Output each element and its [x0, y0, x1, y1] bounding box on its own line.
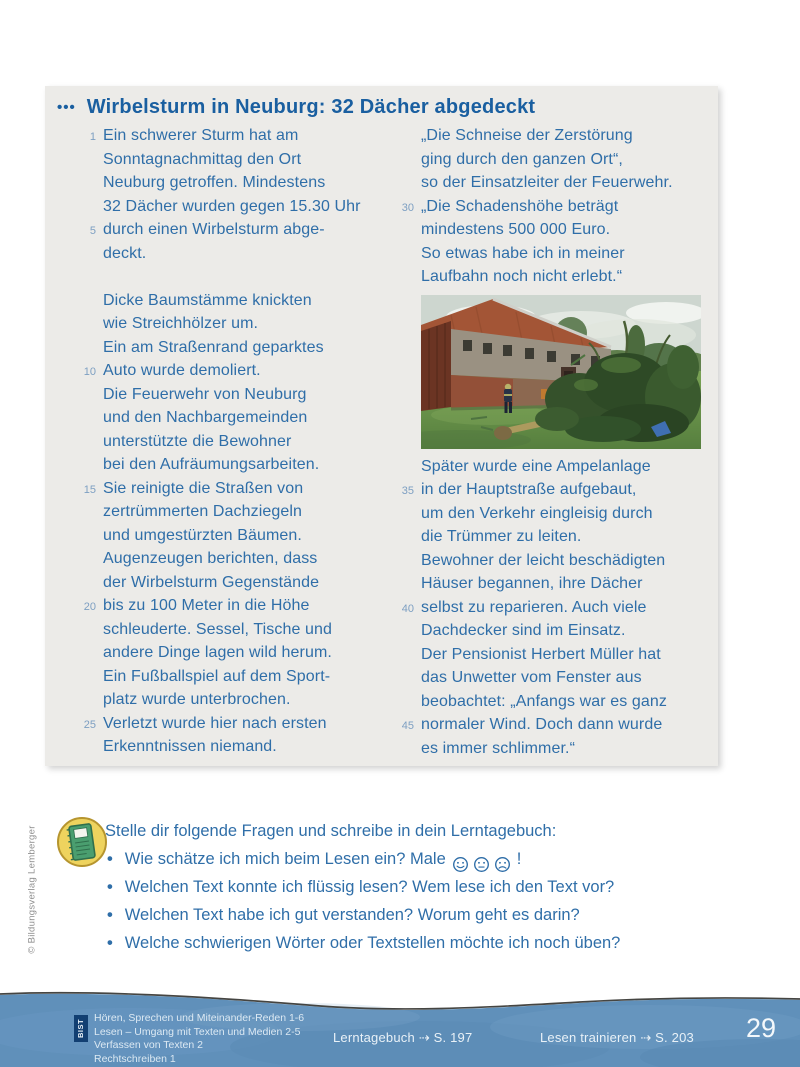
- text-line: [75, 597, 393, 621]
- standard-item: Verfassen von Texten 2: [94, 1039, 203, 1051]
- text-line: [75, 433, 393, 457]
- line-text: Neuburg getroffen. Mindestens: [103, 174, 326, 191]
- line-number: 5: [89, 225, 96, 237]
- task-bullet-item: [105, 850, 755, 878]
- task-bullet-item: [105, 934, 755, 962]
- copyright-sidebar: © Bildungsverlag Lemberger: [26, 825, 38, 954]
- task-item-text: • Welchen Text habe ich gut verstanden? Worum geht es darin?: [124, 906, 580, 924]
- reference-lerntagebuch: Lerntagebuch ⇢ S. 197: [333, 1030, 473, 1045]
- line-text: Bewohner der leicht beschädigten: [421, 551, 666, 569]
- line-text: „Die Schadenshöhe beträgt: [421, 197, 619, 215]
- line-text: so der Einsatzleiter der Feuerwehr.: [421, 174, 673, 191]
- text-line: [75, 151, 393, 175]
- task-bullet-item: [105, 878, 755, 906]
- line-number: 35: [401, 485, 414, 497]
- line-text: Augenzeugen berichten, dass: [103, 550, 318, 567]
- text-line: [393, 646, 715, 670]
- article-title-row: [57, 96, 535, 119]
- text-line: [75, 527, 393, 551]
- line-text: Dachdecker sind im Einsatz.: [421, 622, 626, 639]
- line-number: 20: [83, 601, 96, 613]
- reference-lesen-trainieren: Lesen trainieren ⇢ S. 203: [540, 1030, 694, 1045]
- line-text: es immer schlimmer.“: [421, 739, 576, 757]
- text-line: [393, 740, 715, 764]
- line-text: Die Feuerwehr von Neuburg: [103, 385, 307, 403]
- standard-item: Hören, Sprechen und Miteinander-Reden 1-6: [94, 1012, 305, 1024]
- text-line: [75, 644, 393, 668]
- text-line: [75, 715, 393, 739]
- text-line: [75, 339, 393, 363]
- line-text: beobachtet: „Anfangs war es ganz: [421, 692, 668, 710]
- text-line: [75, 738, 393, 762]
- standard-item: Rechtschreiben 1: [94, 1052, 176, 1065]
- article-title: Wirbelsturm in Neuburg: 32 Dächer abgedeckt: [86, 96, 536, 118]
- line-text: bis zu 100 Meter in die Höhe: [103, 597, 310, 614]
- text-line: [393, 481, 715, 505]
- standards-list: [94, 1012, 304, 1066]
- text-line: [393, 693, 715, 717]
- text-line: [75, 456, 393, 480]
- line-text: Auto wurde demoliert.: [103, 362, 261, 379]
- line-text: Verletzt wurde hier nach ersten: [103, 714, 327, 732]
- line-text: der Wirbelsturm Gegenstände: [103, 573, 320, 591]
- task-intro: Stelle dir folgende Fragen und schreibe in dein Lerntagebuch:: [105, 822, 557, 840]
- smiley-happy-icon: [452, 856, 469, 873]
- text-line: [75, 480, 393, 504]
- page-number: 29: [745, 1013, 776, 1043]
- text-line: [75, 174, 393, 198]
- text-line: [393, 458, 715, 482]
- line-text: deckt.: [103, 244, 147, 262]
- line-text: Ein schwerer Sturm hat am: [103, 127, 299, 144]
- text-line: [75, 221, 393, 245]
- text-line: [75, 127, 393, 151]
- page-footer: [0, 987, 800, 1067]
- line-text: Dicke Baumstämme knickten: [103, 291, 312, 309]
- task-bullet-item: [105, 906, 755, 934]
- line-text: platz wurde unterbrochen.: [103, 691, 291, 708]
- line-text: in der Hauptstraße aufgebaut,: [421, 481, 637, 498]
- text-line: [393, 669, 715, 693]
- text-line: [393, 127, 715, 151]
- line-text: selbst zu reparieren. Auch viele: [421, 598, 647, 616]
- line-text: Der Pensionist Herbert Müller hat: [421, 645, 661, 663]
- text-line: [75, 691, 393, 715]
- line-text: Sie reinigte die Straßen von: [103, 479, 304, 497]
- line-text: zertrümmerten Dachziegeln: [103, 503, 303, 520]
- text-line: [75, 668, 393, 692]
- line-text: normaler Wind. Doch dann wurde: [421, 716, 663, 733]
- task-item-text: • Welche schwierigen Wörter oder Textstellen möchte ich noch üben?: [124, 934, 621, 952]
- text-line: [75, 245, 393, 269]
- standard-item: Lesen – Umgang mit Texten und Medien 2-5: [94, 1025, 301, 1038]
- task-item-text: • Welchen Text konnte ich flüssig lesen? Wem lese ich den Text vor?: [124, 878, 615, 896]
- storm-damage-photo: [421, 295, 701, 449]
- line-number: 40: [401, 602, 414, 615]
- difficulty-dots-icon: •••: [57, 99, 76, 116]
- task-item-text: • Wie schätze ich mich beim Lesen ein? Male: [124, 850, 446, 868]
- text-line: [393, 268, 715, 292]
- learning-journal-task: [105, 822, 755, 962]
- article-right-column: [393, 127, 715, 763]
- line-text: bei den Aufräumungsarbeiten.: [103, 456, 320, 473]
- smiley-faces: [452, 856, 511, 873]
- line-text: um den Verkehr eingleisig durch: [421, 504, 653, 522]
- line-number: 15: [83, 483, 96, 496]
- text-line: [393, 528, 715, 552]
- text-line: [75, 315, 393, 339]
- text-line: [393, 599, 715, 623]
- task-item-suffix: !: [516, 850, 522, 868]
- line-text: Laufbahn noch nicht erlebt.“: [421, 268, 623, 285]
- right-column-bottom: [393, 458, 715, 764]
- line-text: wie Streichhölzer um.: [103, 315, 259, 332]
- notebook-icon: [56, 816, 108, 868]
- line-text: So etwas habe ich in meiner: [421, 244, 625, 262]
- bist-badge: [74, 1015, 88, 1042]
- text-line: [393, 174, 715, 198]
- reading-text-card: [45, 86, 718, 766]
- line-number: 10: [83, 366, 96, 378]
- text-line: [75, 621, 393, 645]
- line-number: 30: [401, 201, 414, 214]
- text-line: [75, 503, 393, 527]
- text-line: [393, 552, 715, 576]
- right-column-top: [393, 127, 715, 292]
- line-text: Sonntagnachmittag den Ort: [103, 150, 302, 168]
- line-text: Später wurde eine Ampelanlage: [421, 457, 651, 475]
- line-number: 45: [401, 720, 414, 732]
- text-line: [393, 575, 715, 599]
- line-text: und den Nachbargemeinden: [103, 409, 308, 426]
- text-line: [393, 716, 715, 740]
- text-line: [75, 292, 393, 316]
- line-text: andere Dinge lagen wild herum.: [103, 644, 332, 661]
- line-text: durch einen Wirbelsturm abge-: [103, 221, 325, 238]
- text-line: [393, 151, 715, 175]
- line-text: unterstützte die Bewohner: [103, 432, 292, 450]
- text-line: [75, 574, 393, 598]
- article-left-column: [75, 127, 393, 762]
- line-text: die Trümmer zu leiten.: [421, 528, 582, 545]
- line-text: und umgestürzten Bäumen.: [103, 526, 302, 544]
- line-number: 1: [89, 131, 96, 143]
- line-text: Ein am Straßenrand geparktes: [103, 338, 324, 356]
- text-line: [393, 505, 715, 529]
- line-text: 32 Dächer wurden gegen 15.30 Uhr: [103, 197, 361, 215]
- line-text: schleuderte. Sessel, Tische und: [103, 620, 333, 638]
- smiley-neutral-icon: [473, 856, 490, 873]
- text-line: [393, 221, 715, 245]
- text-line: [75, 550, 393, 574]
- line-text: Häuser begannen, ihre Dächer: [421, 575, 643, 592]
- bist-label: BIST: [76, 1018, 86, 1039]
- text-line: [75, 362, 393, 386]
- line-text: Ein Fußballspiel auf dem Sport-: [103, 667, 331, 685]
- line-text: „Die Schneise der Zerstörung: [421, 127, 633, 144]
- line-text: das Unwetter vom Fenster aus: [421, 669, 642, 686]
- text-line: [75, 409, 393, 433]
- text-line: [393, 198, 715, 222]
- line-number: 25: [83, 718, 96, 731]
- text-line: [393, 622, 715, 646]
- text-line: [75, 268, 393, 292]
- line-text: ging durch den ganzen Ort“,: [421, 150, 623, 168]
- line-text: Erkenntnissen niemand.: [103, 738, 277, 755]
- task-list: [105, 850, 755, 962]
- text-line: [393, 245, 715, 269]
- line-text: mindestens 500 000 Euro.: [421, 221, 611, 238]
- smiley-sad-icon: [494, 856, 511, 873]
- text-line: [75, 198, 393, 222]
- text-line: [75, 386, 393, 410]
